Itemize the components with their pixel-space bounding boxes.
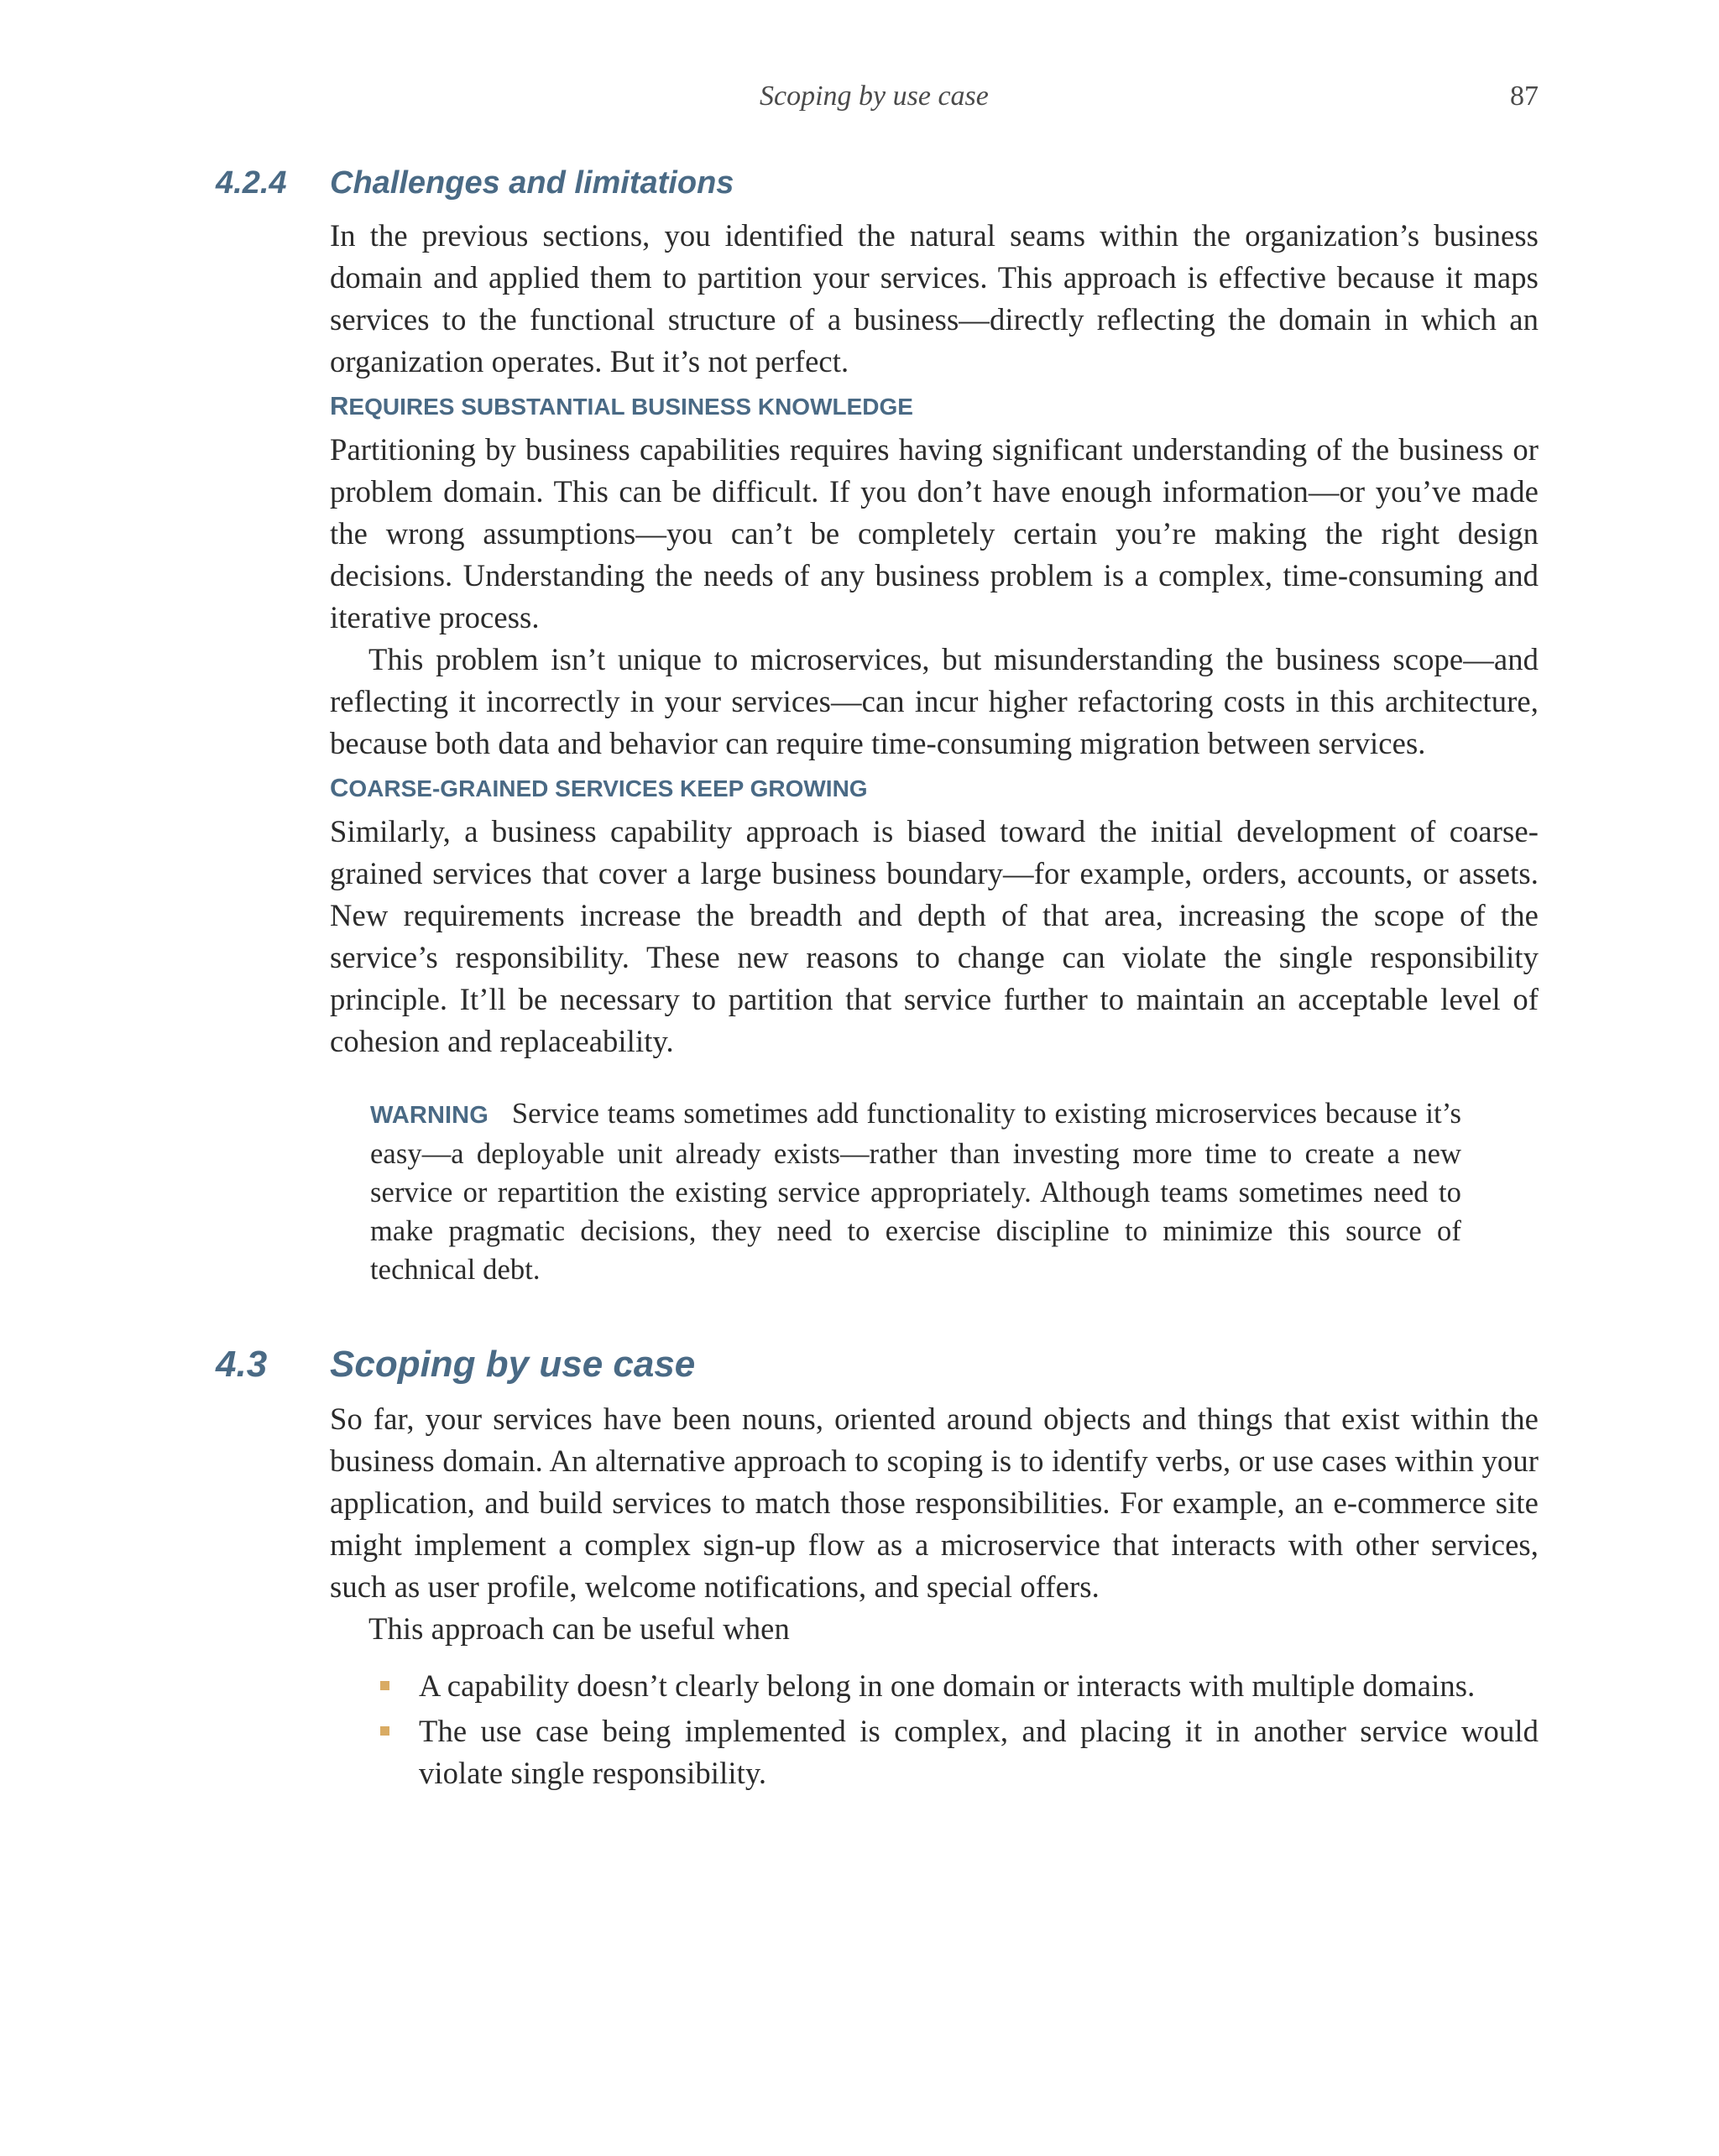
section-title: Challenges and limitations	[330, 165, 734, 201]
section-number: 4.2.4	[216, 165, 287, 201]
section-4-2-4-heading	[216, 159, 1539, 206]
page-content	[216, 159, 1539, 1798]
subheading-rest: OARSE-GRAINED SERVICES KEEP GROWING	[348, 775, 868, 801]
warning-label: WARNING	[370, 1102, 489, 1129]
paragraph: So far, your services have been nouns, oriented around objects and things that exist within the business domain. An alternative approach to scoping is to identify verbs, or use cases within your application, and build services to match those responsibilities. For example, an e-commerce site might implement a complex sign-up flow as a microservice that interacts with other services, such as user profile, welcome notifications, and special offers.	[330, 1402, 1539, 1604]
square-bullet-icon	[380, 1681, 389, 1690]
page-number: 87	[1510, 81, 1539, 112]
running-head	[0, 81, 1719, 123]
subheading-initial: C	[330, 773, 349, 802]
warning-text: Service teams sometimes add functionality to existing microservices because it’s easy—a deployable unit already exists—rather than investing more time to create a new service or repartition the existing service appropriately. Although teams sometimes need to make pragmatic decisions, they need to exercise discipline to minimize this source of technical debt.	[370, 1098, 1461, 1286]
subheading-initial: R	[330, 391, 349, 420]
list-item	[419, 1665, 1539, 1707]
subheading-requires-business-knowledge	[330, 389, 1539, 424]
subheading-rest: EQUIRES SUBSTANTIAL BUSINESS KNOWLEDGE	[348, 394, 913, 420]
paragraph: Similarly, a business capability approach is biased toward the initial development of coarse-grained services that cover a large business boundary—for example, orders, accounts, or assets. New requirements increase the breadth and depth of that area, increasing the scope of the service’s responsibility. These new reasons to change can violate the single responsibility principle. It’ll be necessary to partition that service further to maintain an acceptable level of cohesion and replaceability.	[330, 814, 1539, 1058]
list-item	[419, 1710, 1539, 1794]
list-item-text: A capability doesn’t clearly belong in one domain or interacts with multiple domains.	[419, 1668, 1476, 1703]
section-4-3-heading	[216, 1339, 1539, 1390]
paragraph: In the previous sections, you identified the natural seams within the organization’s business domain and applied them to partition your services. This approach is effective because it maps services to the functional structure of a business—directly reflecting the domain in which an organization operates. But it’s not perfect.	[330, 218, 1539, 378]
bullet-list	[330, 1665, 1539, 1794]
paragraph: This approach can be useful when	[368, 1611, 790, 1646]
warning-callout	[370, 1094, 1461, 1289]
square-bullet-icon	[380, 1726, 389, 1736]
list-item-text: The use case being implemented is complex, and placing it in another service would violate single responsibility.	[419, 1714, 1539, 1790]
section-number: 4.3	[216, 1344, 268, 1385]
section-title: Scoping by use case	[330, 1344, 696, 1385]
running-head-title: Scoping by use case	[760, 81, 989, 112]
paragraph: Partitioning by business capabilities requires having significant understanding of the business or problem domain. This can be difficult. If you don’t have enough information—or you’ve made the wrong assumptions—you can’t be completely certain you’re making the right design decisions. Understanding the needs of any business problem is a complex, time-consuming and iterative process.	[330, 432, 1539, 634]
paragraph: This problem isn’t unique to microservices, but misunderstanding the business scope—and reflecting it incorrectly in your services—can incur higher refactoring costs in this architecture, because both data and behavior can require time-consuming migration between services.	[330, 642, 1539, 760]
subheading-coarse-grained-services	[330, 771, 1539, 806]
